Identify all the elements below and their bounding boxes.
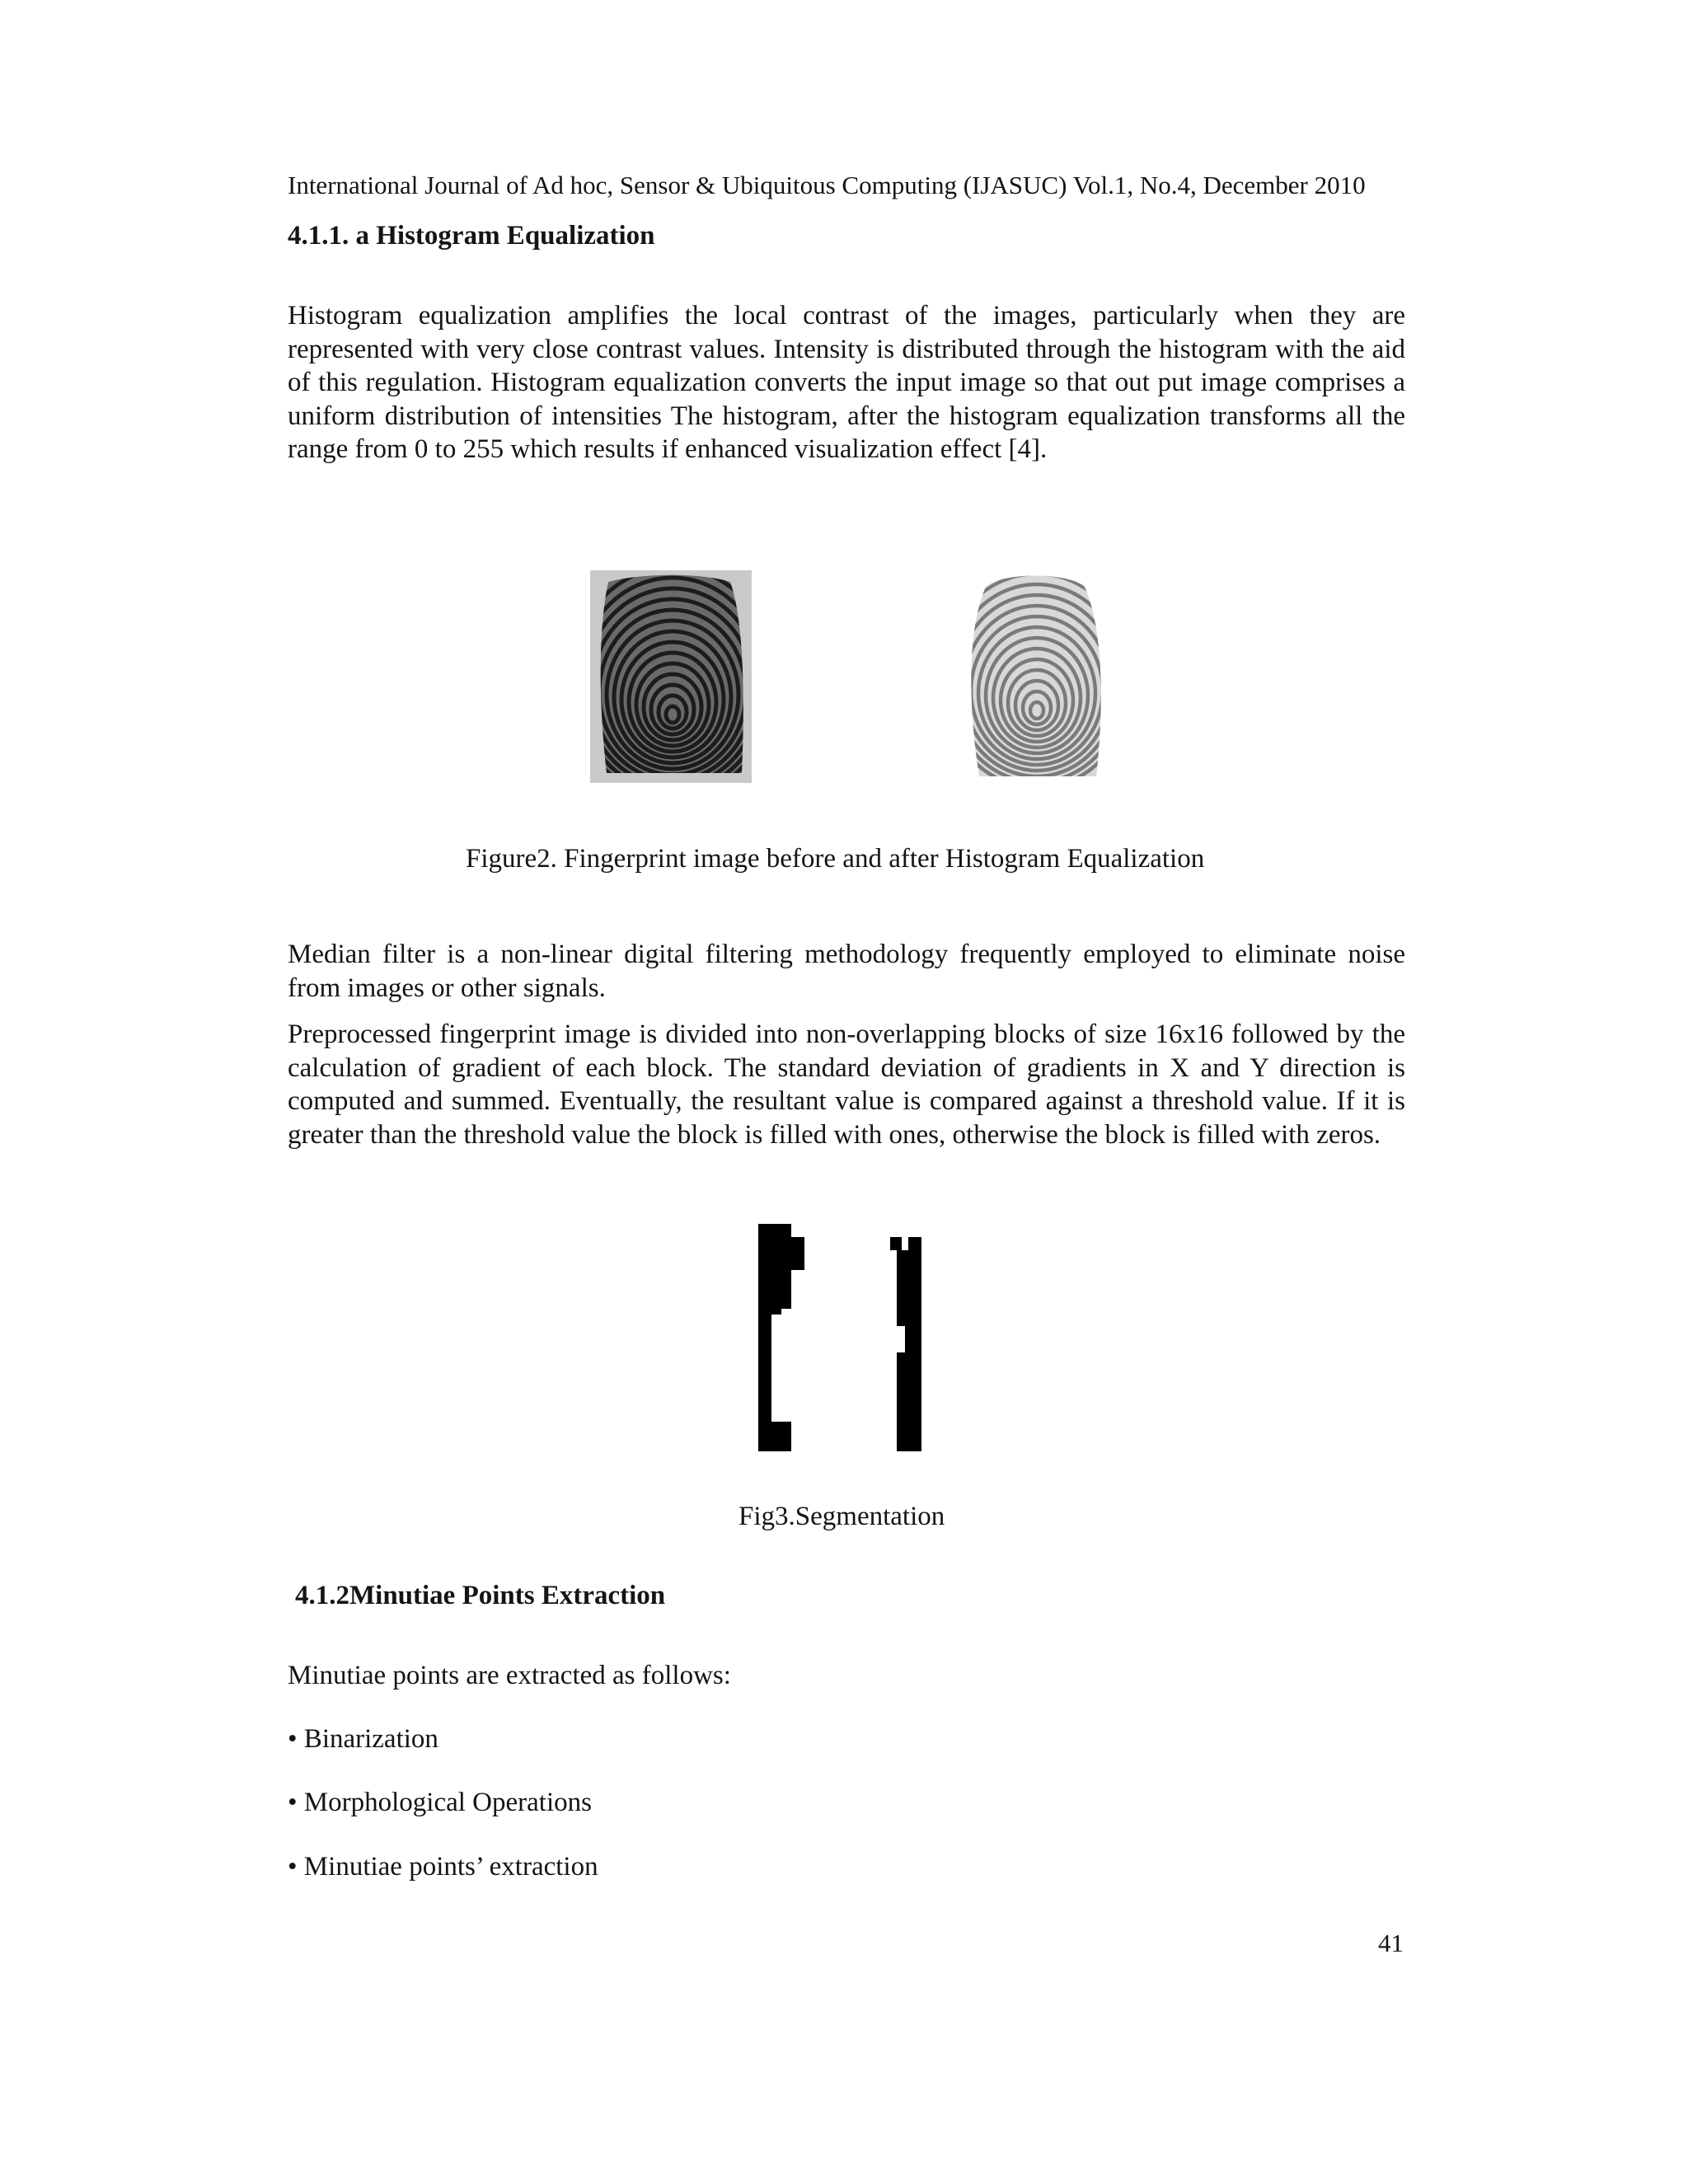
paragraph-histogram-equalization: Histogram equalization amplifies the local contrast of the images, particularly when they are represented with very close contrast values. Intensity is distributed through the histogram with the aid of this regulation. Histogram equalization converts the input image so that out put image comprises a uniform distribution of intensities The histogram, after the histogram equalization transforms all the range from 0 to 255 which results if enhanced visualization effect [4]. bbox=[288, 301, 1405, 464]
minutiae-intro: Minutiae points are extracted as follows: bbox=[288, 1661, 731, 1690]
page-number: 41 bbox=[1378, 1929, 1404, 1957]
figure-2 bbox=[590, 570, 1109, 785]
segmentation-mask-image bbox=[758, 1224, 940, 1455]
fingerprint-before-image bbox=[590, 570, 752, 783]
section-heading-minutiae-extraction: 4.1.2Minutiae Points Extraction bbox=[295, 1581, 666, 1610]
paragraph-segmentation: Preprocessed fingerprint image is divided into non-overlapping blocks of size 16x16 followed by the calculation of gradient of each block. The standard deviation of gradients in X and Y direction is computed and summed. Eventually, the resultant value is compared against a threshold value. If it is greater than the threshold value the block is filled with ones, otherwise the block is filled with zeros. bbox=[288, 1019, 1405, 1150]
list-item: • Morphological Operations bbox=[288, 1788, 592, 1817]
list-item: • Minutiae points’ extraction bbox=[288, 1852, 598, 1882]
segmentation-right-block bbox=[890, 1237, 921, 1451]
figure-2-caption: Figure2. Fingerprint image before and after Histogram Equalization bbox=[466, 844, 1205, 874]
list-item: • Binarization bbox=[288, 1724, 438, 1754]
figure-3-caption: Fig3.Segmentation bbox=[738, 1502, 945, 1531]
fingerprint-after-image bbox=[961, 570, 1109, 783]
segmentation-left-block bbox=[758, 1224, 804, 1451]
paragraph-median-filter: Median filter is a non-linear digital filtering methodology frequently employed to eliminate noise from images or other signals. bbox=[288, 940, 1405, 1003]
section-heading-histogram-equalization: 4.1.1. a Histogram Equalization bbox=[288, 221, 655, 251]
running-header: International Journal of Ad hoc, Sensor & Ubiquitous Computing (IJASUC) Vol.1, No.4, December 2010 bbox=[288, 171, 1366, 199]
figure-3 bbox=[758, 1224, 940, 1455]
